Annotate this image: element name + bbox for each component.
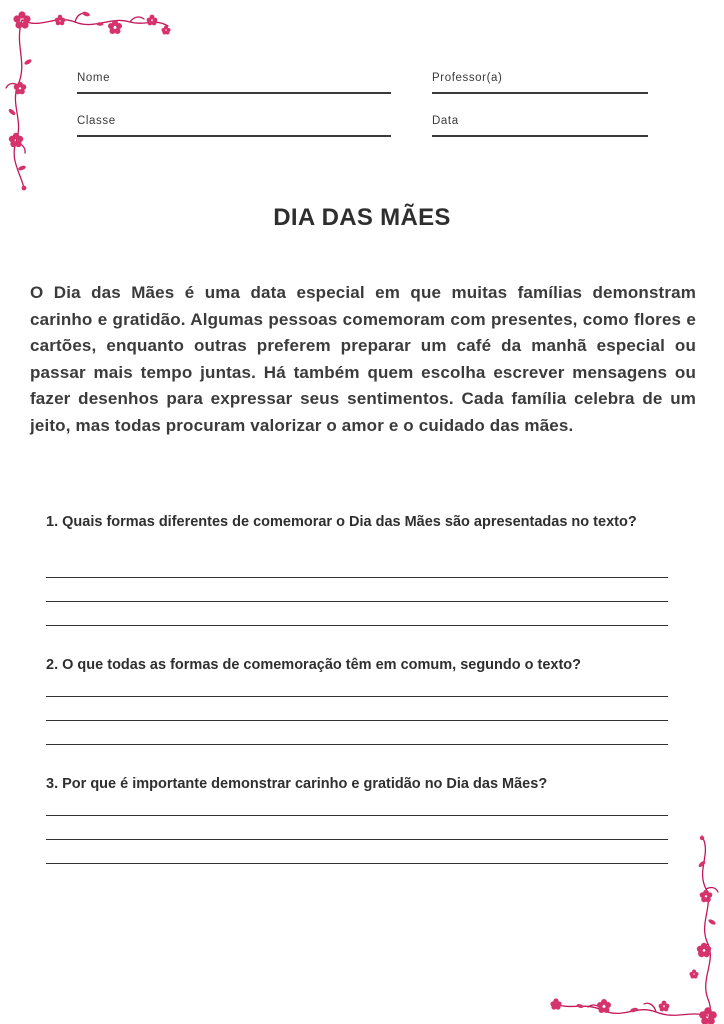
class-field[interactable] [77,115,391,155]
date-field-label: Data [432,115,459,127]
answer-line[interactable] [46,625,668,626]
answer-line[interactable] [46,577,668,578]
answer-line[interactable] [46,720,668,721]
name-field[interactable] [77,72,391,112]
teacher-field[interactable] [432,72,648,112]
name-field-line [77,92,391,94]
floral-vine-bottom-right-icon [544,834,724,1024]
answer-line[interactable] [46,696,668,697]
name-field-label: Nome [77,72,111,84]
question-2 [46,653,670,678]
date-field-line [432,135,648,137]
answer-line[interactable] [46,815,668,816]
question-3-text: 3. Por que é importante demonstrar carinho e gratidão no Dia das Mães? [46,776,548,792]
question-1-text: 1. Quais formas diferentes de comemorar o Dia das Mães são apresentadas no texto? [46,514,637,530]
answer-line[interactable] [46,601,668,602]
question-3 [46,772,670,797]
class-field-label: Classe [77,115,116,127]
date-field[interactable] [432,115,648,155]
teacher-field-label: Professor(a) [432,72,503,84]
question-1 [46,510,670,535]
question-2-text: 2. O que todas as formas de comemoração têm em comum, segundo o texto? [46,657,582,673]
reading-passage: O Dia das Mães é uma data especial em que muitas famílias demonstram carinho e gratidão. Algumas pessoas comemoram com presentes, como flores e cartões, enquanto outras preferem preparar um café da manhã especial ou passar mais tempo juntas. Há também quem escolha escrever mensagens ou fazer desenhos para expressar seus sentimentos. Cada família celebra de um jeito, mas todas procuram valorizar o amor e o cuidado das mães. [30,283,696,435]
teacher-field-line [432,92,648,94]
page-title: DIA DAS MÃES [273,204,451,231]
class-field-line [77,135,391,137]
answer-line[interactable] [46,744,668,745]
